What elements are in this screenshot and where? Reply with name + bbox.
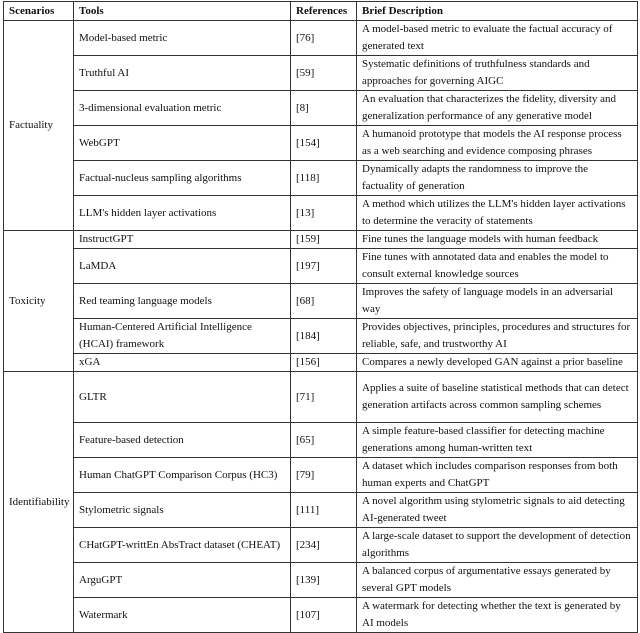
reference-cell: [79]: [291, 458, 357, 493]
description-cell: Improves the safety of language models in an adversarial way: [357, 284, 638, 319]
description-cell: Systematic definitions of truthfulness standards and approaches for governing AIGC: [357, 56, 638, 91]
header-row: [4, 2, 638, 21]
tool-cell: WebGPT: [74, 126, 291, 161]
reference-cell: [13]: [291, 196, 357, 231]
description-cell: A large-scale dataset to support the development of detection algorithms: [357, 528, 638, 563]
reference-cell: [59]: [291, 56, 357, 91]
table-row: [4, 598, 638, 633]
header-scenarios: Scenarios: [4, 2, 74, 21]
tool-cell: xGA: [74, 354, 291, 372]
description-cell: Dynamically adapts the randomness to improve the factuality of generation: [357, 161, 638, 196]
table-row: [4, 423, 638, 458]
tool-cell: GLTR: [74, 372, 291, 423]
description-cell: A novel algorithm using stylometric signals to aid detecting AI-generated tweet: [357, 493, 638, 528]
reference-cell: [156]: [291, 354, 357, 372]
tool-cell: Human-Centered Artificial Intelligence (HCAI) framework: [74, 319, 291, 354]
description-cell: A method which utilizes the LLM's hidden layer activations to determine the veracity of statements: [357, 196, 638, 231]
description-cell: A model-based metric to evaluate the factual accuracy of generated text: [357, 21, 638, 56]
description-cell: A watermark for detecting whether the text is generated by AI models: [357, 598, 638, 633]
tool-cell: 3-dimensional evaluation metric: [74, 91, 291, 126]
table-row: [4, 319, 638, 354]
tool-cell: LaMDA: [74, 249, 291, 284]
description-cell: Compares a newly developed GAN against a prior baseline: [357, 354, 638, 372]
reference-cell: [71]: [291, 372, 357, 423]
header-description: Brief Description: [357, 2, 638, 21]
description-cell: A balanced corpus of argumentative essays generated by several GPT models: [357, 563, 638, 598]
tool-cell: ArguGPT: [74, 563, 291, 598]
reference-cell: [65]: [291, 423, 357, 458]
description-cell: Fine tunes the language models with human feedback: [357, 231, 638, 249]
reference-cell: [8]: [291, 91, 357, 126]
reference-cell: [76]: [291, 21, 357, 56]
tool-cell: Feature-based detection: [74, 423, 291, 458]
description-cell: A simple feature-based classifier for detecting machine generations among human-written text: [357, 423, 638, 458]
description-cell: Provides objectives, principles, procedures and structures for reliable, safe, and trustworthy AI: [357, 319, 638, 354]
tools-table: [3, 1, 638, 633]
table-row: [4, 91, 638, 126]
reference-cell: [111]: [291, 493, 357, 528]
header-tools: Tools: [74, 2, 291, 21]
tool-cell: Factual-nucleus sampling algorithms: [74, 161, 291, 196]
tool-cell: InstructGPT: [74, 231, 291, 249]
description-cell: A dataset which includes comparison responses from both human experts and ChatGPT: [357, 458, 638, 493]
tool-cell: Stylometric signals: [74, 493, 291, 528]
reference-cell: [234]: [291, 528, 357, 563]
table-row: [4, 56, 638, 91]
tool-cell: Model-based metric: [74, 21, 291, 56]
reference-cell: [118]: [291, 161, 357, 196]
tool-cell: Watermark: [74, 598, 291, 633]
reference-cell: [154]: [291, 126, 357, 161]
description-cell: Fine tunes with annotated data and enables the model to consult external knowledge sources: [357, 249, 638, 284]
table-row: [4, 493, 638, 528]
scenario-cell: Toxicity: [4, 231, 74, 372]
scenario-cell: Identifiability: [4, 372, 74, 633]
table-row: [4, 458, 638, 493]
reference-cell: [184]: [291, 319, 357, 354]
tool-cell: LLM's hidden layer activations: [74, 196, 291, 231]
reference-cell: [139]: [291, 563, 357, 598]
description-cell: Applies a suite of baseline statistical methods that can detect generation artifacts across common sampling schemes: [357, 372, 638, 423]
tool-cell: Human ChatGPT Comparison Corpus (HC3): [74, 458, 291, 493]
table-row: [4, 372, 638, 423]
table-row: [4, 563, 638, 598]
table-row: [4, 354, 638, 372]
scenario-cell: Factuality: [4, 21, 74, 231]
table-row: [4, 21, 638, 56]
description-cell: An evaluation that characterizes the fidelity, diversity and generalization performance of any generative model: [357, 91, 638, 126]
tool-cell: Truthful AI: [74, 56, 291, 91]
table-row: [4, 528, 638, 563]
reference-cell: [197]: [291, 249, 357, 284]
table-row: [4, 196, 638, 231]
reference-cell: [68]: [291, 284, 357, 319]
tool-cell: Red teaming language models: [74, 284, 291, 319]
table-row: [4, 284, 638, 319]
reference-cell: [159]: [291, 231, 357, 249]
table-row: [4, 126, 638, 161]
header-references: References: [291, 2, 357, 21]
table-row: [4, 231, 638, 249]
tool-cell: CHatGPT-writtEn AbsTract dataset (CHEAT): [74, 528, 291, 563]
description-cell: A humanoid prototype that models the AI response process as a web searching and evidence composing phrases: [357, 126, 638, 161]
table-row: [4, 249, 638, 284]
table-row: [4, 161, 638, 196]
reference-cell: [107]: [291, 598, 357, 633]
